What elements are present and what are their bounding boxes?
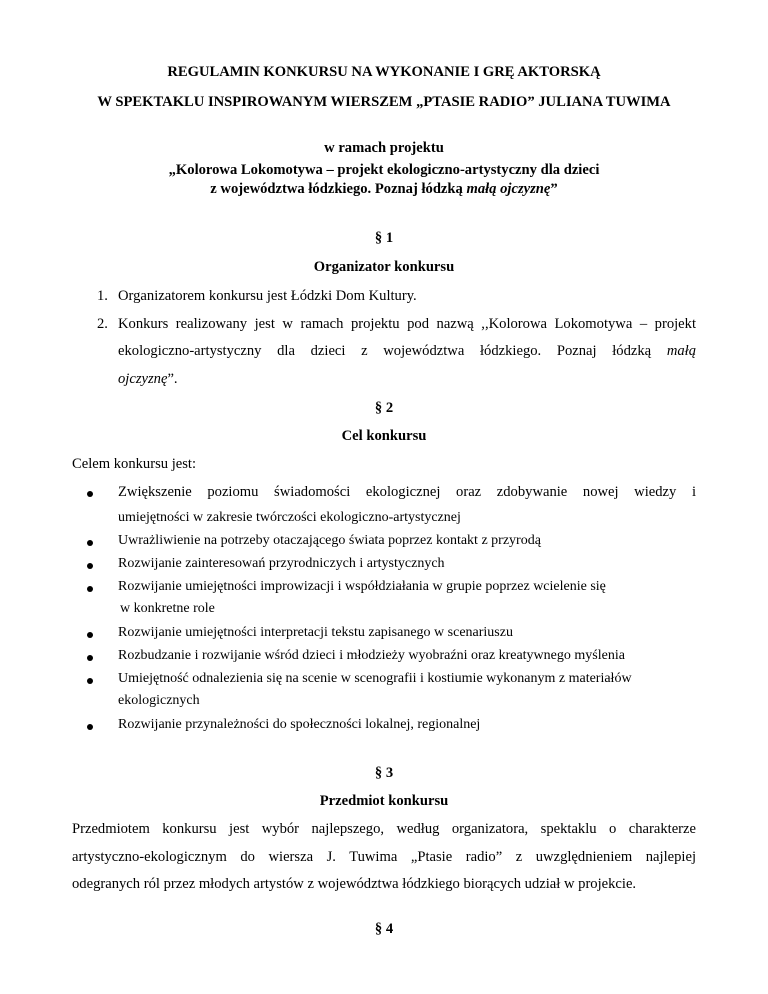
subject-line-1: Przedmiotem konkursu jest wybór najlepszego, według organizatora, spektaklu o charakterze (72, 821, 696, 837)
project-item-line-3: ojczyznę”. (118, 371, 178, 387)
project-item-line-2: ekologiczno-artystyczny dla dzieci z województwa łódzkiego. Poznaj łódzką małą (118, 343, 696, 359)
bullet-icon (87, 563, 93, 569)
bullet-icon (87, 655, 93, 661)
project-name-line-2: z województwa łódzkiego. Poznaj łódzką małą ojczyznę” (210, 181, 558, 197)
title-line-2: W SPEKTAKLU INSPIROWANYM WIERSZEM „PTASIE RADIO” JULIANA TUWIMA (97, 94, 671, 110)
framework-label: w ramach projektu (324, 140, 444, 156)
bullet-icon (87, 724, 93, 730)
title-line-1: REGULAMIN KONKURSU NA WYKONANIE I GRĘ AKTORSKĄ (167, 64, 601, 80)
bullet-icon (87, 586, 93, 592)
bullet-icon (87, 678, 93, 684)
project-name-line-1: „Kolorowa Lokomotywa – projekt ekologiczno-artystyczny dla dzieci (168, 162, 600, 178)
goal-3: Rozwijanie zainteresowań przyrodniczych i artystycznych (118, 556, 445, 571)
goal-4-line-1: Rozwijanie umiejętności improwizacji i współdziałania w grupie poprzez wcielenie się (118, 579, 606, 594)
section-4-number: § 4 (374, 921, 394, 937)
bullet-icon (87, 540, 93, 546)
section-1-number: § 1 (374, 230, 394, 246)
goal-2: Uwrażliwienie na potrzeby otaczającego świata poprzez kontakt z przyrodą (118, 533, 541, 548)
section-3-title: Przedmiot konkursu (319, 793, 449, 809)
section-2-title: Cel konkursu (341, 428, 427, 444)
organizer-item: Organizatorem konkursu jest Łódzki Dom Kultury. (118, 288, 417, 304)
goal-1-line-1: Zwiększenie poziomu świadomości ekologicznej oraz zdobywanie nowej wiedzy i (118, 484, 696, 500)
subject-line-3: odegranych ról przez młodych artystów z województwa łódzkiego biorących udział w projekcie. (72, 876, 637, 892)
project-item-line-1: Konkurs realizowany jest w ramach projektu pod nazwą ,,Kolorowa Lokomotywa – projekt (118, 316, 696, 332)
goal-1-line-2: umiejętności w zakresie twórczości ekologiczno-artystycznej (118, 510, 461, 525)
list-number: 2. (97, 316, 108, 332)
subject-line-2: artystyczno-ekologicznym do wiersza J. Tuwima „Ptasie radio” z uwzględnieniem najlepiej (72, 849, 696, 865)
goals-intro: Celem konkursu jest: (72, 456, 197, 472)
bullet-icon (87, 491, 93, 497)
goal-5: Rozwijanie umiejętności interpretacji tekstu zapisanego w scenariuszu (118, 625, 513, 640)
goal-8: Rozwijanie przynależności do społeczności lokalnej, regionalnej (118, 717, 481, 732)
section-2-number: § 2 (374, 400, 394, 416)
goal-6: Rozbudzanie i rozwijanie wśród dzieci i młodzieży wyobraźni oraz kreatywnego myślenia (118, 648, 625, 663)
goal-4-line-2: w konkretne role (120, 601, 215, 616)
goal-7-line-2: ekologicznych (118, 693, 200, 708)
section-1-title: Organizator konkursu (313, 259, 455, 275)
goal-7-line-1: Umiejętność odnalezienia się na scenie w scenografii i kostiumie wykonanym z materiałów (118, 671, 632, 686)
bullet-icon (87, 632, 93, 638)
section-3-number: § 3 (374, 765, 394, 781)
list-number: 1. (97, 288, 108, 304)
